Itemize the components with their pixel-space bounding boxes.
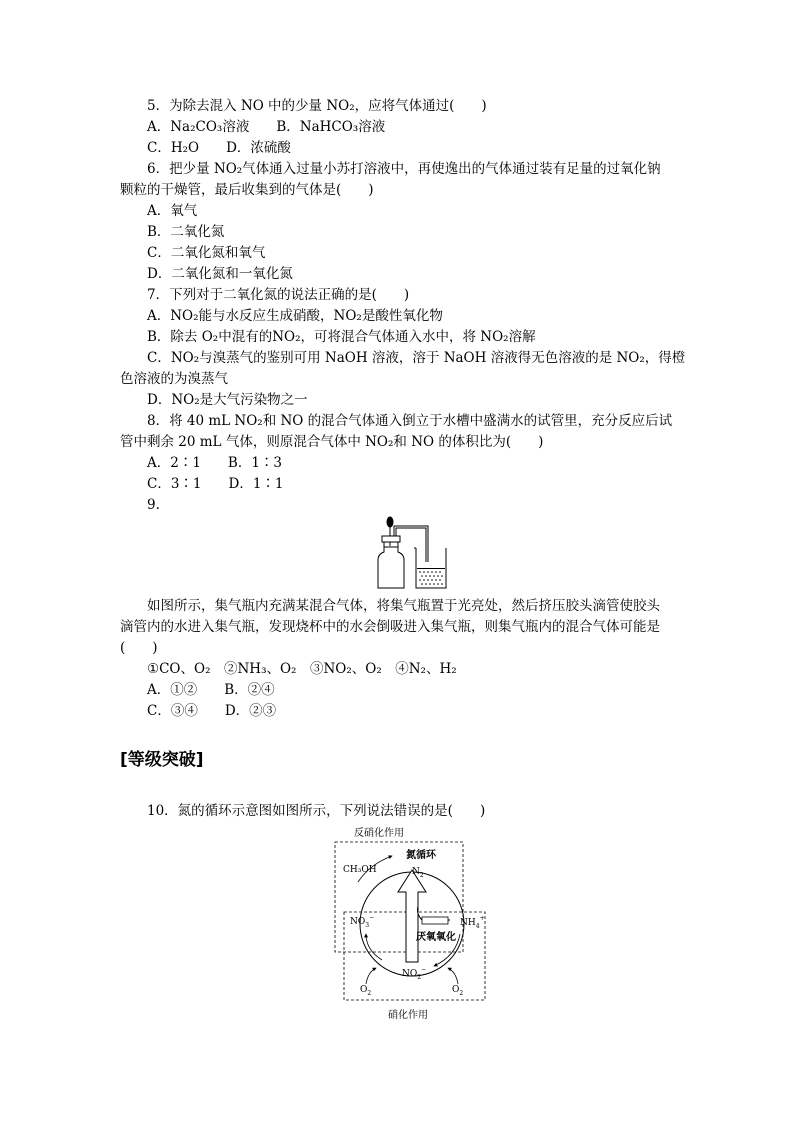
q7-stem: 7．下列对于二氧化氮的说法正确的是( ) (147, 287, 410, 303)
central-arrow (398, 870, 426, 962)
label-no3: $NO_3^-$ (350, 914, 375, 929)
q5-stem: 5．为除去混入 NO 中的少量 NO₂，应将气体通过( ) (147, 98, 487, 114)
nitrogen-cycle-diagram (330, 822, 492, 1024)
q10-stem: 10．氮的循环示意图如图所示，下列说法错误的是( ) (147, 803, 486, 819)
q9-stem-line1: 如图所示，集气瓶内充满某混合气体，将集气瓶置于光亮处，然后挤压胶头滴管使胶头 (147, 598, 660, 614)
q8-options-cd: C．3∶1 D．1∶1 (147, 476, 284, 492)
no2-to-no3-arrow (366, 934, 382, 960)
q7-option-b: B．除去 O₂中混有的NO₂，可将混合气体通入水中，将 NO₂溶解 (147, 329, 536, 345)
q8-stem-line1: 8．将 40 mL NO₂和 NO 的混合气体通入倒立于水槽中盛满水的试管里，充分反应后试 (147, 413, 673, 429)
q9-options-ab: A．①② B．②④ (147, 682, 275, 698)
label-anammox: 厌氧氧化 (416, 932, 456, 943)
q9-stem-line2: 滴管内的水进入集气瓶，发现烧杯中的水会倒吸进入集气瓶，则集气瓶内的混合气体可能是 (120, 619, 660, 635)
label-ch3oh: CH₃OH (343, 865, 377, 875)
label-o2-right: $O_2$ (452, 985, 464, 997)
label-n2: $N_2$ (412, 867, 424, 879)
q9-choices: ①CO、O₂ ②NH₃、O₂ ③NO₂、O₂ ④N₂、H₂ (147, 661, 457, 677)
q9-number: 9. (147, 497, 160, 513)
q9-stem-line3: ( ) (120, 640, 158, 656)
q8-options-ab: A．2∶1 B．1∶3 (147, 455, 283, 471)
section-title: [等级突破] (120, 750, 204, 770)
label-no2: $NO_2^-$ (402, 966, 427, 981)
q7-option-d: D．NO₂是大气污染物之一 (147, 392, 308, 408)
o2-left-arrow (366, 968, 376, 984)
gas-bottle-apparatus-figure (370, 514, 456, 592)
q7-option-c-line1: C．NO₂与溴蒸气的鉴别可用 NaOH 溶液，溶于 NaOH 溶液得无色溶液的是 NO₂，得橙 (147, 350, 686, 366)
label-o2-left: $O_2$ (360, 985, 372, 997)
q6-stem-line2: 颗粒的干燥管，最后收集到的气体是( ) (120, 182, 374, 198)
q7-option-a: A．NO₂能与水反应生成硝酸，NO₂是酸性氧化物 (147, 308, 443, 324)
label-nitrification: 硝化作用 (388, 1010, 428, 1021)
label-denitrification: 反硝化作用 (354, 828, 404, 839)
q6-stem-line1: 6．把少量 NO₂气体通入过量小苏打溶液中，再使逸出的气体通过装有足量的过氧化钠 (147, 161, 661, 177)
q6-option-b: B．二氧化氮 (147, 224, 225, 240)
q6-option-c: C．二氧化氮和氧气 (147, 245, 266, 261)
q5-options-cd: C．H₂O D．浓硫酸 (147, 140, 291, 156)
label-nh4: $NH_4^+$ (460, 915, 485, 930)
q5-options-ab: A．Na₂CO₃溶液 B．NaHCO₃溶液 (147, 119, 386, 135)
q7-option-c-line2: 色溶液的为溴蒸气 (120, 371, 228, 387)
o2-right-arrow (448, 968, 458, 984)
q9-options-cd: C．③④ D．②③ (147, 703, 277, 719)
q6-option-d: D．二氧化氮和一氧化氮 (147, 266, 293, 282)
q8-stem-line2: 管中剩余 20 mL 气体，则原混合气体中 NO₂和 NO 的体积比为( ) (120, 434, 544, 450)
label-nitrogen-cycle: 氮循环 (406, 850, 436, 861)
q6-option-a: A．氧气 (147, 203, 198, 219)
beaker-water-dots (419, 571, 443, 585)
